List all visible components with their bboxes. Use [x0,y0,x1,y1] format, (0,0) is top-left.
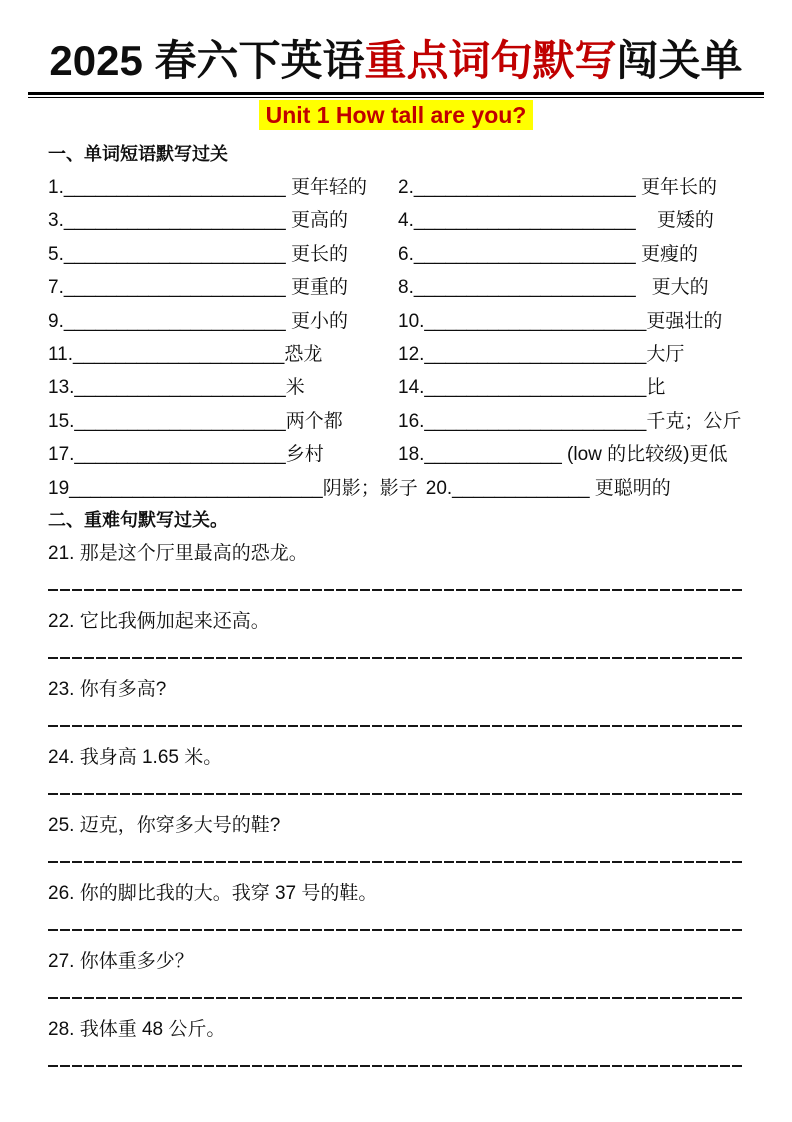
word-item-row [48,305,744,338]
word-item: 10._____________________更强壮的 [398,310,723,332]
word-item: 9._____________________ 更小的 [48,310,349,332]
section2-heading: 二、重难句默写过关。 [48,510,228,531]
sentence-block [48,609,744,659]
word-item-row [48,371,744,404]
word-item-row [48,171,744,204]
word-item: 3._____________________ 更高的 [48,210,349,232]
title-part-black-1: 2025 春六下英语 [49,37,365,84]
word-item: 16._____________________千克；公斤 [398,410,742,432]
sentence-block [48,1017,744,1067]
sentence-text: 22. 它比我俩加起来还高。 [48,611,270,633]
word-item: 4._____________________ 更矮的 [398,210,714,232]
word-item-row [48,338,744,371]
answer-line [48,589,744,591]
word-item: 2._____________________ 更年长的 [398,177,718,198]
answer-line [48,725,744,727]
word-item: 6._____________________ 更瘦的 [398,243,699,265]
word-item-row [48,204,744,237]
answer-line [48,929,744,931]
sentence-block [48,881,744,931]
sentence-text: 23. 你有多高? [48,679,167,701]
answer-line [48,997,744,999]
title-divider-double-rule [28,92,764,98]
sentence-text: 25. 迈克，你穿多大号的鞋? [48,815,281,837]
unit-subtitle-row [0,100,792,134]
word-item: 1._____________________ 更年轻的 [48,177,368,198]
section1-heading: 一、单词短语默写过关 [48,144,228,164]
word-item: 14._____________________比 [398,377,666,399]
word-item-row [48,405,744,438]
sentence-block [48,541,744,591]
word-item: 20._____________ 更聪明的 [425,477,671,499]
word-item: 7._____________________ 更重的 [48,277,349,299]
sentence-text: 28. 我体重 48 公斤。 [48,1019,226,1041]
word-item: 13.____________________米 [48,377,305,399]
sentence-text: 21. 那是这个厅里最高的恐龙。 [48,543,308,565]
word-item: 5._____________________ 更长的 [48,243,349,265]
sentence-block [48,813,744,863]
answer-line [48,657,744,659]
word-item-row [48,472,744,505]
word-item-row [48,438,744,471]
word-item: 19________________________阴影；影子 [48,477,418,499]
word-item: 11.____________________恐龙 [48,344,323,366]
sentence-text: 24. 我身高 1.65 米。 [48,747,223,769]
sentence-block [48,745,744,795]
word-item: 18._____________ (low 的比较级)更低 [398,444,728,466]
word-list [48,171,744,505]
word-item: 8._____________________ 更大的 [398,277,709,299]
word-item-row [48,238,744,271]
word-item: 12._____________________大厅 [398,344,685,366]
sentence-text: 27. 你体重多少？ [48,951,194,973]
answer-line [48,1065,744,1067]
content-area [0,141,792,1067]
word-item: 15.____________________两个都 [48,410,343,432]
sentence-text: 26. 你的脚比我的大。我穿 37 号的鞋。 [48,883,378,905]
sentence-block [48,677,744,727]
answer-line [48,793,744,795]
title-part-red: 重点词句默写 [364,37,617,84]
word-item: 17.____________________乡村 [48,444,324,466]
word-item-row [48,271,744,304]
answer-line [48,861,744,863]
unit-subtitle: Unit 1 How tall are you? [259,100,534,130]
sentence-list [48,541,744,1067]
title-part-black-2: 闯关单 [616,37,743,84]
page-title [0,36,792,86]
sentence-block [48,949,744,999]
